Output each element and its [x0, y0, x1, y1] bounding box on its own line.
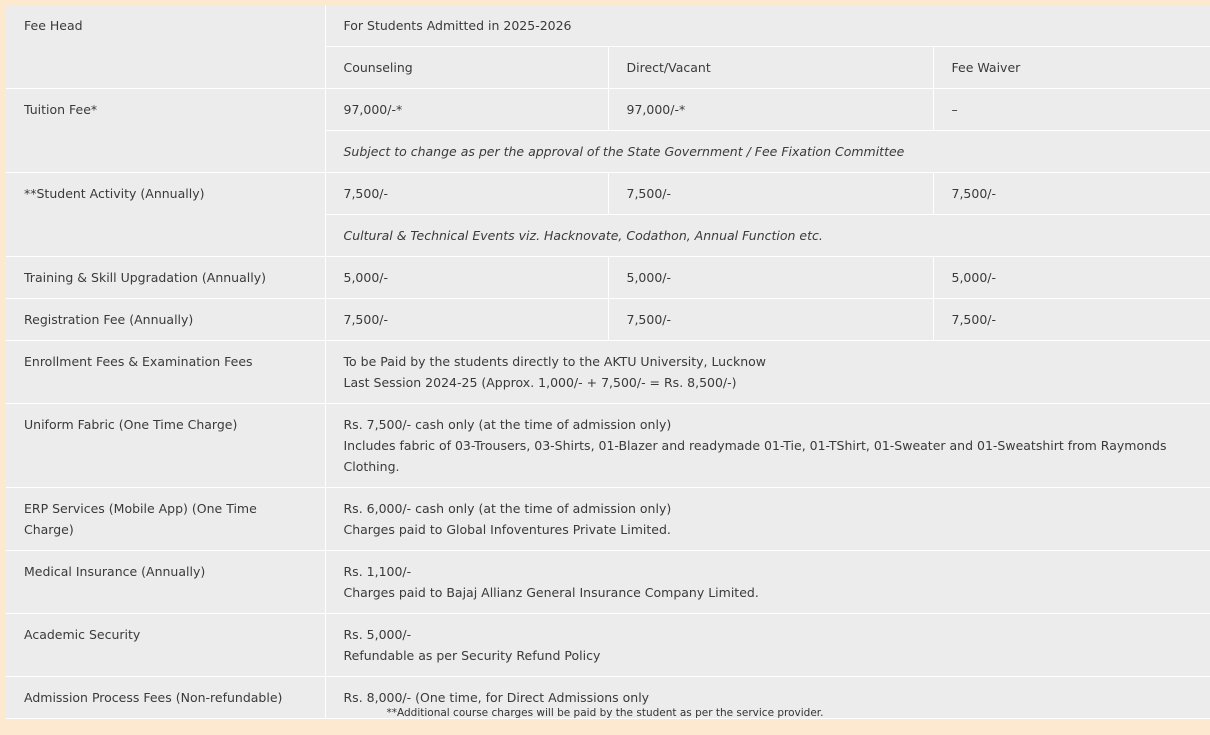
footer-note: **Additional course charges will be paid by the student as per the service provider.: [386, 707, 824, 719]
column-header-counseling: Counseling: [325, 47, 608, 89]
table-row: [6, 173, 1210, 215]
table-row: [6, 89, 1210, 131]
column-header-direct-vacant: Direct/Vacant: [608, 47, 933, 89]
cell-activity-counseling: 7,500/-: [325, 173, 608, 215]
enrollment-line: To be Paid by the students directly to the AKTU University, Lucknow: [343, 354, 767, 369]
fee-head-header: Fee Head: [6, 5, 325, 89]
cell-registration-counseling: 7,500/-: [325, 299, 608, 341]
table-row: [6, 257, 1210, 299]
admitted-year-header: For Students Admitted in 2025-2026: [325, 5, 1210, 47]
activity-note: Cultural & Technical Events viz. Hacknovate, Codathon, Annual Function etc.: [325, 215, 1210, 257]
erp-line: Charges paid to Global Infoventures Private Limited.: [343, 522, 671, 537]
security-line: Refundable as per Security Refund Policy: [343, 648, 601, 663]
row-label-medical: Medical Insurance (Annually): [6, 551, 325, 614]
fee-structure-table: [6, 5, 1210, 719]
row-label-uniform: Uniform Fabric (One Time Charge): [6, 404, 325, 488]
cell-medical: [325, 551, 1210, 614]
row-label-enrollment: Enrollment Fees & Examination Fees: [6, 341, 325, 404]
erp-line: Rs. 6,000/- cash only (at the time of admission only): [343, 501, 672, 516]
cell-activity-direct: 7,500/-: [608, 173, 933, 215]
table-row: [6, 5, 1210, 47]
row-label-registration: Registration Fee (Annually): [6, 299, 325, 341]
row-label-student-activity: **Student Activity (Annually): [6, 173, 325, 257]
table-row: [6, 614, 1210, 677]
table-row: [6, 341, 1210, 404]
uniform-line: Rs. 7,500/- cash only (at the time of admission only): [343, 417, 672, 432]
cell-erp: [325, 488, 1210, 551]
row-label-erp: ERP Services (Mobile App) (One Time Charge): [6, 488, 325, 551]
cell-security: [325, 614, 1210, 677]
table-row: [6, 488, 1210, 551]
row-label-admission: Admission Process Fees (Non-refundable): [6, 677, 325, 719]
enrollment-line: Last Session 2024-25 (Approx. 1,000/- + 7,500/- = Rs. 8,500/-): [343, 375, 737, 390]
cell-training-waiver: 5,000/-: [933, 257, 1210, 299]
row-label-tuition: Tuition Fee*: [6, 89, 325, 173]
table-row: [6, 404, 1210, 488]
column-header-fee-waiver: Fee Waiver: [933, 47, 1210, 89]
cell-registration-waiver: 7,500/-: [933, 299, 1210, 341]
cell-registration-direct: 7,500/-: [608, 299, 933, 341]
uniform-line: Includes fabric of 03-Trousers, 03-Shirts, 01-Blazer and readymade 01-Tie, 01-TShirt, 01-Sweater and 01-Sweatshirt from Raymonds Clothing.: [343, 438, 1167, 474]
tuition-note: Subject to change as per the approval of the State Government / Fee Fixation Committee: [325, 131, 1210, 173]
row-label-security: Academic Security: [6, 614, 325, 677]
fee-table-container: [6, 5, 1210, 719]
table-row: [6, 299, 1210, 341]
security-line: Rs. 5,000/-: [343, 627, 412, 642]
cell-activity-waiver: 7,500/-: [933, 173, 1210, 215]
cell-uniform: [325, 404, 1210, 488]
medical-line: Charges paid to Bajaj Allianz General Insurance Company Limited.: [343, 585, 759, 600]
admission-line: Rs. 8,000/- (One time, for Direct Admissions only: [343, 690, 650, 705]
cell-tuition-waiver: –: [933, 89, 1210, 131]
row-label-training: Training & Skill Upgradation (Annually): [6, 257, 325, 299]
cell-tuition-direct: 97,000/-*: [608, 89, 933, 131]
cell-tuition-counseling: 97,000/-*: [325, 89, 608, 131]
medical-line: Rs. 1,100/-: [343, 564, 412, 579]
table-row: [6, 551, 1210, 614]
cell-enrollment: [325, 341, 1210, 404]
cell-training-counseling: 5,000/-: [325, 257, 608, 299]
cell-training-direct: 5,000/-: [608, 257, 933, 299]
